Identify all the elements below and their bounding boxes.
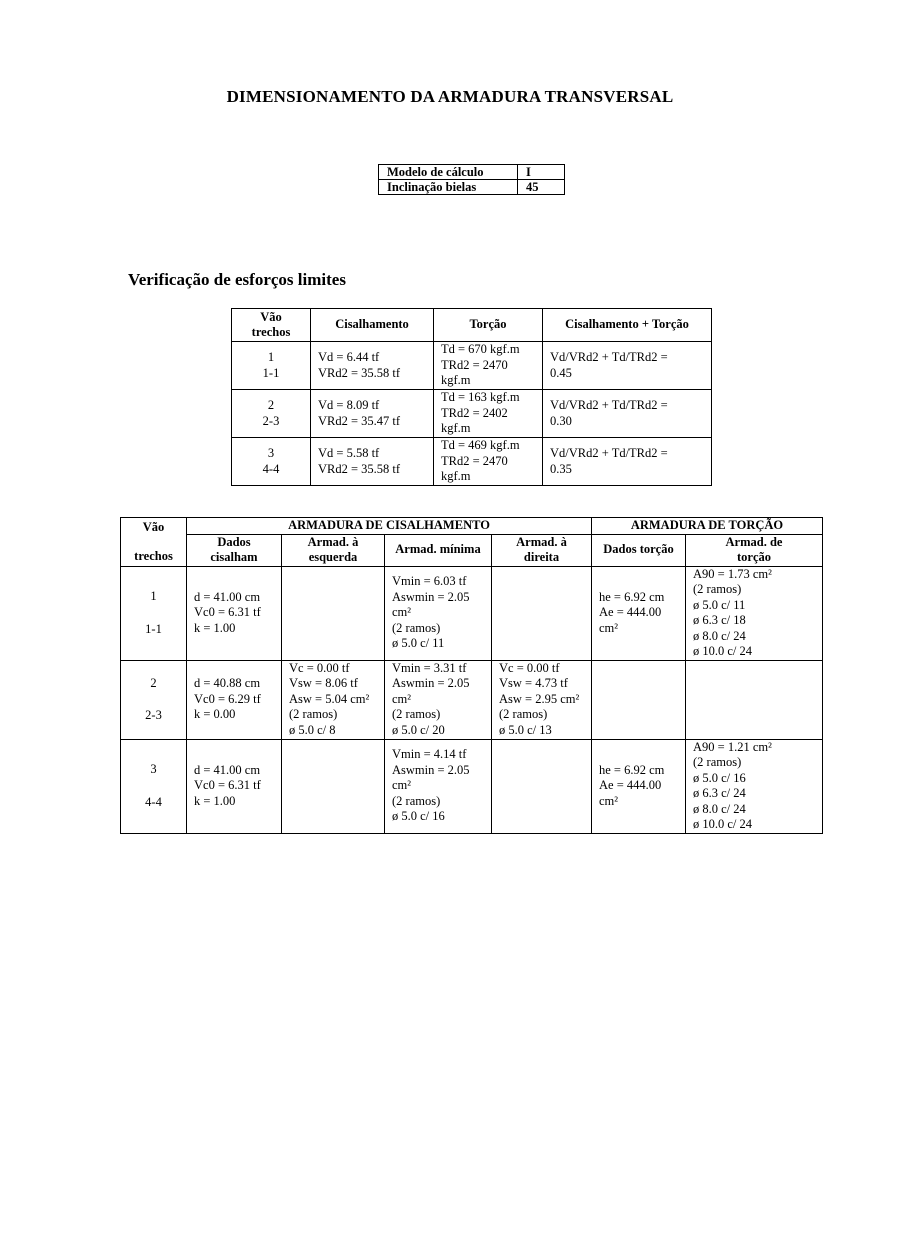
- param-label: Modelo de cálculo: [379, 165, 518, 180]
- table-row: [121, 660, 823, 739]
- cisalhamento-cell: Vd = 8.09 tf VRd2 = 35.47 tf: [311, 390, 434, 438]
- trecho-label: 4-4: [262, 461, 280, 476]
- header-vao-line1: Vão: [260, 309, 282, 324]
- armad-minima-cell: Vmin = 3.31 tf Aswmin = 2.05 cm² (2 ramos) ø 5.0 c/ 20: [385, 660, 492, 739]
- vao-cell: [232, 342, 311, 390]
- trecho-label: 2-3: [262, 413, 280, 428]
- header-vao: [121, 518, 187, 567]
- param-row: [379, 180, 565, 195]
- header-armadura-cisalhamento: ARMADURA DE CISALHAMENTO: [187, 518, 592, 535]
- armad-minima-cell: Vmin = 6.03 tf Aswmin = 2.05 cm² (2 ramos) ø 5.0 c/ 11: [385, 566, 492, 660]
- header-armad-minima: Armad. mínima: [385, 534, 492, 566]
- trecho-label: 1-1: [145, 621, 162, 636]
- header-armad-esquerda: Armad. à esquerda: [282, 534, 385, 566]
- dados-cisalham-cell: d = 41.00 cm Vc0 = 6.31 tf k = 1.00: [187, 739, 282, 833]
- cisalhamento-cell: Vd = 6.44 tf VRd2 = 35.58 tf: [311, 342, 434, 390]
- dados-torcao-cell: [592, 660, 686, 739]
- table-row: [232, 342, 712, 390]
- armad-esquerda-cell: [282, 739, 385, 833]
- armad-direita-cell: [492, 566, 592, 660]
- torcao-cell: Td = 469 kgf.m TRd2 = 2470 kgf.m: [434, 438, 543, 486]
- vao-cell: [121, 566, 187, 660]
- armad-direita-cell: [492, 739, 592, 833]
- header-combinado: Cisalhamento + Torção: [543, 309, 712, 342]
- torcao-cell: Td = 670 kgf.m TRd2 = 2470 kgf.m: [434, 342, 543, 390]
- armad-minima-cell: Vmin = 4.14 tf Aswmin = 2.05 cm² (2 ramos) ø 5.0 c/ 16: [385, 739, 492, 833]
- table-row: [232, 438, 712, 486]
- header-armadura-torcao: ARMADURA DE TORÇÃO: [592, 518, 823, 535]
- vao-cell: [232, 438, 311, 486]
- reinforcement-table: [120, 517, 823, 834]
- header-dados-cisalham: Dados cisalham: [187, 534, 282, 566]
- param-value: I: [518, 165, 565, 180]
- armad-torcao-cell: A90 = 1.21 cm² (2 ramos) ø 5.0 c/ 16 ø 6.3 c/ 24 ø 8.0 c/ 24 ø 10.0 c/ 24: [686, 739, 823, 833]
- table-row: [121, 739, 823, 833]
- dados-cisalham-cell: d = 40.88 cm Vc0 = 6.29 tf k = 0.00: [187, 660, 282, 739]
- vao-number: 2: [267, 398, 275, 412]
- armad-group-header-row: [121, 518, 823, 535]
- armad-direita-cell: Vc = 0.00 tf Vsw = 4.73 tf Asw = 2.95 cm² (2 ramos) ø 5.0 c/ 13: [492, 660, 592, 739]
- header-vao-line2: trechos: [134, 548, 173, 563]
- cisalhamento-cell: Vd = 5.58 tf VRd2 = 35.58 tf: [311, 438, 434, 486]
- vao-number: 1: [150, 589, 157, 603]
- parameters-table: [378, 164, 565, 195]
- trecho-label: 4-4: [145, 794, 162, 809]
- vao-cell: [232, 390, 311, 438]
- torcao-cell: Td = 163 kgf.m TRd2 = 2402 kgf.m: [434, 390, 543, 438]
- param-value: 45: [518, 180, 565, 195]
- dados-cisalham-cell: d = 41.00 cm Vc0 = 6.31 tf k = 1.00: [187, 566, 282, 660]
- trecho-label: 1-1: [262, 365, 280, 380]
- header-armad-torcao: Armad. de torção: [686, 534, 823, 566]
- armad-esquerda-cell: Vc = 0.00 tf Vsw = 8.06 tf Asw = 5.04 cm² (2 ramos) ø 5.0 c/ 8: [282, 660, 385, 739]
- vao-cell: [121, 739, 187, 833]
- dados-torcao-cell: he = 6.92 cm Ae = 444.00 cm²: [592, 566, 686, 660]
- section-heading: Verificação de esforços limites: [128, 270, 346, 289]
- armad-esquerda-cell: [282, 566, 385, 660]
- table-row: [232, 390, 712, 438]
- vao-cell: [121, 660, 187, 739]
- combinado-cell: Vd/VRd2 + Td/TRd2 = 0.35: [543, 438, 712, 486]
- armad-torcao-cell: [686, 660, 823, 739]
- combinado-cell: Vd/VRd2 + Td/TRd2 = 0.45: [543, 342, 712, 390]
- header-dados-torcao: Dados torção: [592, 534, 686, 566]
- header-vao: [232, 309, 311, 342]
- page-title: DIMENSIONAMENTO DA ARMADURA TRANSVERSAL: [226, 87, 674, 106]
- vao-number: 3: [267, 446, 275, 460]
- limits-table: [231, 308, 712, 486]
- header-cisalhamento: Cisalhamento: [311, 309, 434, 342]
- table-row: [121, 566, 823, 660]
- vao-number: 3: [150, 762, 157, 776]
- header-torcao: Torção: [434, 309, 543, 342]
- armad-header-row: [121, 534, 823, 566]
- vao-number: 2: [150, 675, 157, 690]
- dados-torcao-cell: he = 6.92 cm Ae = 444.00 cm²: [592, 739, 686, 833]
- header-armad-direita: Armad. à direita: [492, 534, 592, 566]
- armad-torcao-cell: A90 = 1.73 cm² (2 ramos) ø 5.0 c/ 11 ø 6.3 c/ 18 ø 8.0 c/ 24 ø 10.0 c/ 24: [686, 566, 823, 660]
- param-row: [379, 165, 565, 180]
- limits-header-row: [232, 309, 712, 342]
- combinado-cell: Vd/VRd2 + Td/TRd2 = 0.30: [543, 390, 712, 438]
- trecho-label: 2-3: [145, 708, 162, 722]
- header-vao-line1: Vão: [142, 520, 165, 534]
- param-label: Inclinação bielas: [379, 180, 518, 195]
- header-vao-line2: trechos: [251, 325, 291, 339]
- vao-number: 1: [267, 350, 275, 364]
